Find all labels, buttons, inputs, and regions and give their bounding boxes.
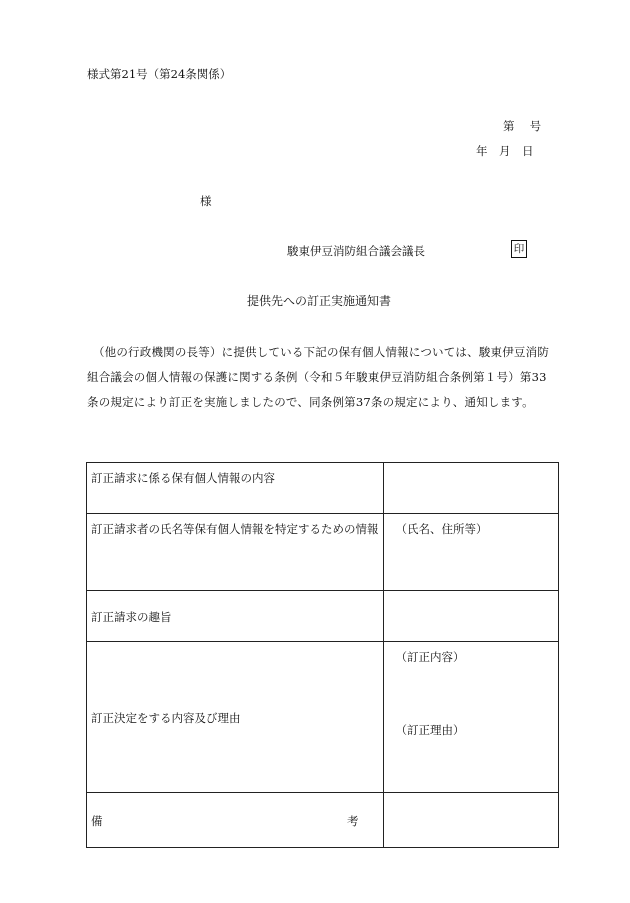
table-row [87,793,559,848]
document-date: 年 月 日 [476,144,534,158]
row-value [383,793,559,848]
addressee: 様 [200,194,212,208]
correction-reason-label: （訂正理由） [395,723,465,737]
row-label: 訂正請求に係る保有個人情報の内容 [87,463,384,514]
row-value: （氏名、住所等） [383,514,559,591]
remarks-label-right: 考 [347,814,359,828]
document-title: 提供先への訂正実施通知書 [247,294,392,308]
notice-table [86,462,559,848]
row-label: 訂正決定をする内容及び理由 [87,642,384,793]
sender-name: 駿東伊豆消防組合議会議長 [287,244,425,258]
form-number: 様式第21号（第24条関係） [87,67,232,81]
table-row [87,591,559,642]
table-row [87,463,559,514]
row-label: 訂正請求者の氏名等保有個人情報を特定するための情報 [87,514,384,591]
table-row [87,642,559,793]
row-value [383,642,559,793]
body-text: （他の行政機関の長等）に提供している下記の保有個人情報については、駿東伊豆消防組合議会の個人情報の保護に関する条例（令和５年駿東伊豆消防組合条例第１号）第33条の規定により訂正を実施しましたので、同条例第37条の規定により、通知します。 [87,345,550,409]
document-number: 第 号 [503,119,542,133]
row-value [383,591,559,642]
row-label: 訂正請求の趣旨 [87,591,384,642]
table-row [87,514,559,591]
row-label [87,793,384,848]
correction-content-label: （訂正内容） [395,650,465,664]
seal-stamp: 印 [511,240,527,258]
remarks-label-left: 備 [91,814,103,828]
row-value [383,463,559,514]
